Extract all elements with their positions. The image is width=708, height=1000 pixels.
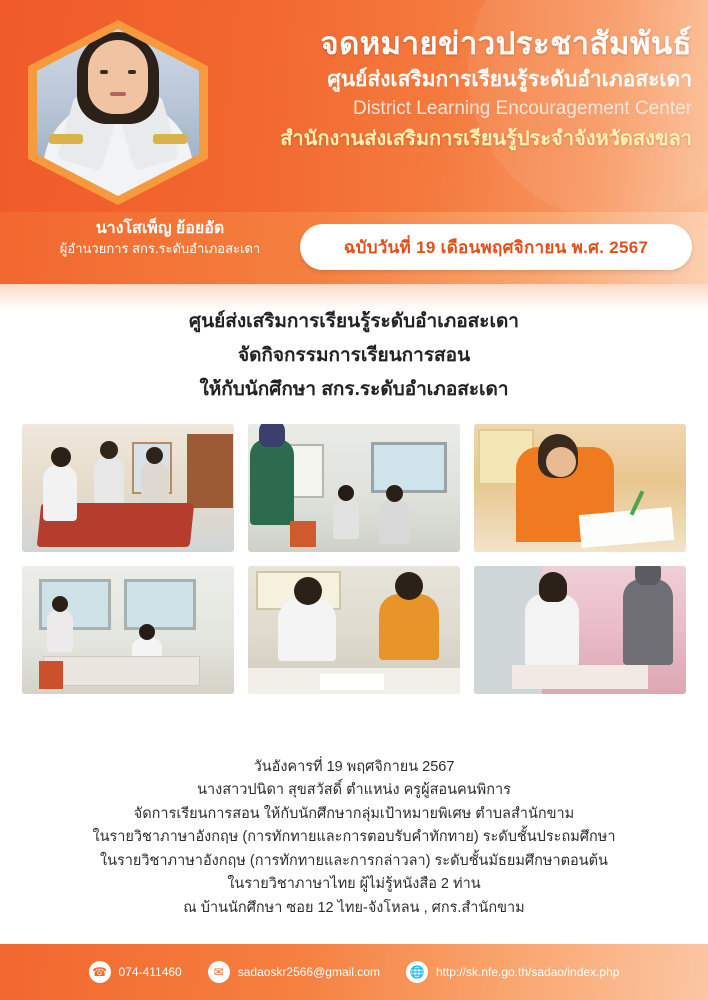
footer-phone <box>89 961 182 983</box>
footer-email-text: sadaoskr2566@gmail.com <box>237 965 380 979</box>
globe-icon: 🌐 <box>406 961 428 983</box>
director-name: นางโสเพ็ญ ย้อยอัด <box>95 220 225 237</box>
headline-line-2: จัดกิจกรรมการเรียนการสอน <box>237 344 471 366</box>
body-line-4: ในรายวิชาภาษาอังกฤษ (การทักทายและการตอบรับคำทักทาย) ระดับชั้นประถมศึกษา <box>92 829 616 846</box>
footer-contact-bar <box>0 944 708 1000</box>
body-line-6: ในรายวิชาภาษาไทย ผู้ไม่รู้หนังสือ 2 ท่าน <box>227 876 481 893</box>
body-line-2: นางสาวปนิดา สุขสวัสดิ์ ตำแหน่ง ครูผู้สอนคนพิการ <box>197 782 511 799</box>
footer-email <box>208 961 380 983</box>
photo-item <box>474 566 686 694</box>
body-text-block <box>0 756 708 920</box>
footer-phone-text: 074-411460 <box>118 965 182 979</box>
photo-item <box>22 566 234 694</box>
header-banner <box>0 0 708 218</box>
issue-date-label: ฉบับวันที่ 19 เดือนพฤศจิกายน พ.ศ. 2567 <box>343 237 649 257</box>
body-line-7: ณ บ้านนักศึกษา ซอย 12 ไทย-จังโหลน , ศกร.สำนักขาม <box>183 899 525 916</box>
director-caption <box>20 218 300 257</box>
photo-grid <box>22 424 686 694</box>
mail-icon: ✉ <box>208 961 230 983</box>
headline-line-1: ศูนย์ส่งเสริมการเรียนรู้ระดับอำเภอสะเดา <box>189 311 519 332</box>
page-title: จดหมายข่าวประชาสัมพันธ์ <box>320 26 692 61</box>
body-line-5: ในรายวิชาภาษาอังกฤษ (การทักทายและการกล่าวลา) ระดับชั้นมัธยมศึกษาตอนต้น <box>100 852 608 869</box>
photo-item <box>248 566 460 694</box>
header-subtitle-en: District Learning Encouragement Center <box>352 98 692 120</box>
footer-website[interactable] <box>406 961 619 983</box>
header-subtitle-th: ศูนย์ส่งเสริมการเรียนรู้ระดับอำเภอสะเดา <box>327 67 692 91</box>
photo-item <box>248 424 460 552</box>
body-line-3: จัดการเรียนการสอน ให้กับนักศึกษากลุ่มเป้าหมายพิเศษ ตำบลสำนักขาม <box>133 805 575 822</box>
issue-date-badge <box>300 224 692 270</box>
photo-item <box>22 424 234 552</box>
headline-block <box>0 305 708 406</box>
phone-icon: ☎ <box>89 961 111 983</box>
photo-item <box>474 424 686 552</box>
header-office-name: สำนักงานส่งเสริมการเรียนรู้ประจำจังหวัดสงขลา <box>280 127 692 150</box>
director-portrait <box>28 20 208 205</box>
body-line-1: วันอังคารที่ 19 พฤศจิกายน 2567 <box>253 759 455 775</box>
headline-line-3: ให้กับนักศึกษา สกร.ระดับอำเภอสะเดา <box>199 378 509 400</box>
header-title-block <box>214 24 700 155</box>
footer-website-link[interactable]: http://sk.nfe.go.th/sadao/index.php <box>435 965 620 979</box>
director-role: ผู้อำนวยการ สกร.ระดับอำเภอสะเดา <box>59 240 261 256</box>
